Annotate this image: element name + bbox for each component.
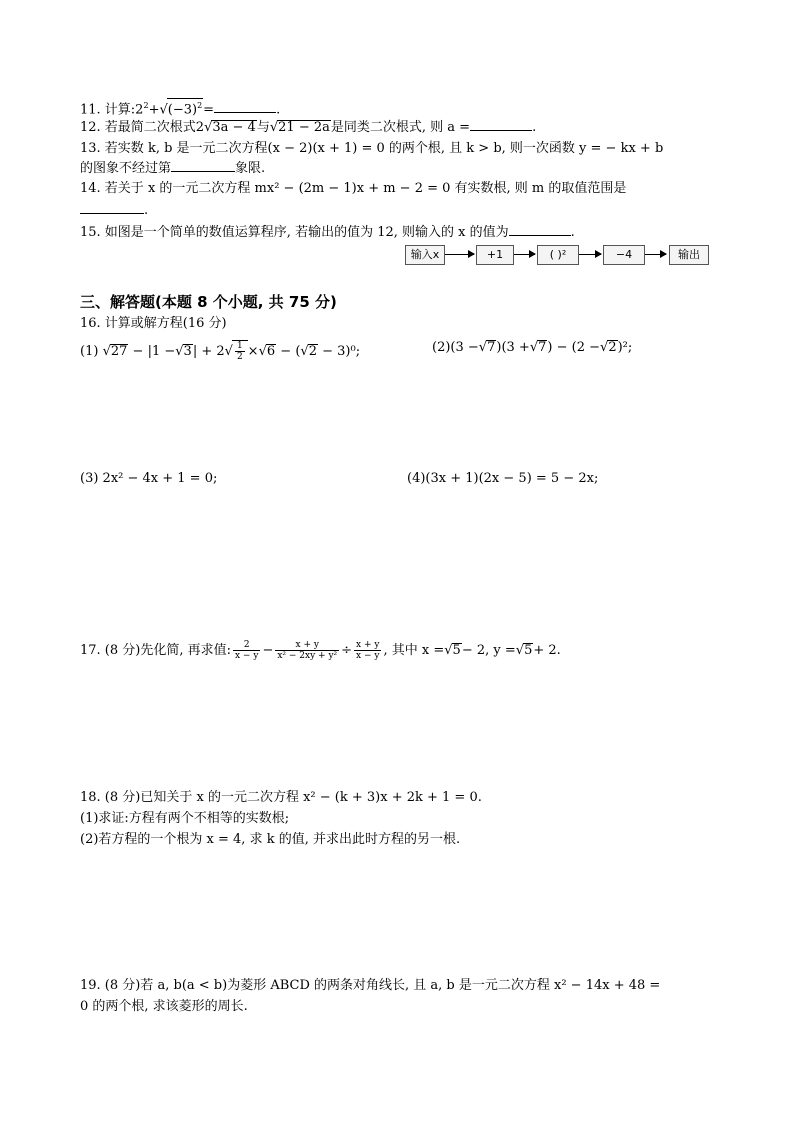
- sqrt-symbol: √: [515, 643, 525, 658]
- q17-text-a: 17. (8 分)先化简, 再求值:: [80, 643, 231, 658]
- p1-label: (1): [80, 344, 99, 359]
- p1-radicand-1: 27: [110, 344, 128, 359]
- frac-numerator: 1: [236, 341, 243, 351]
- p2-text-c: ) − (2 −: [547, 340, 601, 355]
- sqrt-symbol: √: [102, 344, 111, 359]
- frac-denominator: 2: [236, 352, 243, 362]
- q11-radicand: [167, 98, 203, 116]
- q17-text-c: − 2, y =: [461, 643, 516, 658]
- p2-radicand-3: 2: [608, 340, 617, 355]
- sqrt-symbol: √: [444, 643, 453, 658]
- question-15: [80, 223, 575, 241]
- arrow-icon: [514, 254, 535, 255]
- q17-radicand-1: 5: [452, 643, 461, 658]
- frac-numerator: 2: [233, 640, 260, 651]
- question-18-line-2: (1)求证:方程有两个不相等的实数根;: [80, 811, 290, 826]
- q17-radicand-2: 5: [524, 643, 533, 658]
- question-16-part-4: (4)(3x + 1)(2x − 5) = 5 − 2x;: [407, 471, 599, 486]
- question-13-line-1: [80, 141, 663, 157]
- flow-square-box: ( )²: [537, 245, 579, 265]
- p1-radicand-frac: [232, 340, 248, 362]
- p2-text-d: )²;: [617, 340, 633, 355]
- q12-tail: 是同类二次根式, 则 a =: [330, 120, 471, 135]
- q11-sup2: 2: [197, 101, 203, 110]
- flow-minus-four-box: −4: [603, 245, 645, 265]
- sqrt-symbol: √: [478, 340, 488, 355]
- answer-blank[interactable]: [509, 223, 571, 236]
- p1-text-f: − 3)⁰;: [322, 344, 361, 359]
- q11-end: .: [276, 102, 281, 118]
- question-16-part-2: [432, 340, 632, 356]
- sqrt-symbol: √: [159, 102, 168, 118]
- answer-blank[interactable]: [80, 201, 144, 214]
- p1-text-c: | + 2: [192, 344, 225, 359]
- arrow-icon: [579, 254, 601, 255]
- question-14-line-2: [80, 201, 148, 219]
- frac-numerator: x + y: [356, 640, 380, 650]
- question-13-line-2: [80, 159, 265, 177]
- p1-text-e: − (: [280, 344, 301, 359]
- q11-plus: +: [148, 102, 160, 118]
- q17-fraction-2: [275, 640, 339, 661]
- q11-text: 11. 计算:2: [80, 102, 144, 118]
- sqrt-symbol: √: [300, 344, 309, 359]
- q14-text: 14. 若关于 x 的一元二次方程 mx² − (2m − 1)x + m − 2 = 0 有实数根, 则 m 的取值范围是: [80, 181, 627, 196]
- q17-fraction-1: [233, 640, 260, 661]
- q13-text-2a: 的图象不经过第: [80, 161, 172, 176]
- flow-input-box: 输入x: [405, 245, 445, 265]
- frac-denominator: x² − 2xy + y²: [277, 651, 338, 661]
- section-heading: 三、解答题(本题 8 个小题, 共 75 分): [80, 293, 337, 311]
- sqrt-symbol: √: [204, 120, 213, 135]
- p1-text-d: ×: [247, 344, 259, 359]
- question-19-line-2: 0 的两个根, 求该菱形的周长.: [80, 999, 248, 1014]
- frac-denominator: x − y: [356, 651, 380, 661]
- q15-text: 15. 如图是一个简单的数值运算程序, 若输出的值为 12, 则输入的 x 的值为: [80, 225, 509, 240]
- flow-output-box: 输出: [669, 245, 709, 265]
- question-18-line-3: (2)若方程的一个根为 x = 4, 求 k 的值, 并求出此时方程的另一根.: [80, 832, 461, 847]
- question-19-line-1: 19. (8 分)若 a, b(a < b)为菱形 ABCD 的两条对角线长, 且 a, b 是一元二次方程 x² − 14x + 48 =: [80, 978, 661, 993]
- q11-sup: 2: [143, 101, 149, 110]
- sqrt-symbol: √: [269, 120, 279, 135]
- q12-mid: 与: [256, 120, 270, 135]
- q17-minus: −: [262, 643, 274, 658]
- p2-radicand-2: 7: [538, 340, 547, 355]
- question-16-part-1: [80, 340, 360, 362]
- q12-radicand-2: 21 − 2a: [278, 120, 330, 135]
- q11-rad-text: (−3): [167, 102, 198, 118]
- q13-text-2b: 象限.: [235, 161, 266, 176]
- q17-fraction-3: [354, 640, 381, 661]
- p1-radicand-3: 6: [266, 344, 276, 359]
- question-16-part-3: (3) 2x² − 4x + 1 = 0;: [80, 471, 218, 486]
- p1-radicand-2: 3: [183, 344, 192, 359]
- answer-blank[interactable]: [171, 159, 235, 172]
- answer-blank[interactable]: [470, 118, 532, 131]
- sqrt-symbol: √: [224, 344, 233, 359]
- q11-eq: =: [203, 102, 215, 118]
- q14-end: .: [144, 203, 149, 218]
- p2-text-a: (2)(3 −: [432, 340, 479, 355]
- q12-text: 12. 若最简二次根式2: [80, 120, 205, 135]
- q15-end: .: [570, 225, 575, 240]
- frac-denominator: x − y: [235, 651, 259, 661]
- frac-numerator: x + y: [275, 640, 339, 651]
- p1-fraction: [235, 341, 245, 362]
- question-16-title: 16. 计算或解方程(16 分): [80, 316, 227, 331]
- q12-radicand-1: 3a − 4: [212, 120, 256, 135]
- sqrt-symbol: √: [258, 344, 267, 359]
- arrow-icon: [645, 254, 666, 255]
- question-18-line-1: 18. (8 分)已知关于 x 的一元二次方程 x² − (k + 3)x + 2k + 1 = 0.: [80, 790, 482, 805]
- p2-text-b: )(3 +: [496, 340, 530, 355]
- calculation-flowchart: [405, 245, 710, 265]
- arrow-icon: [445, 254, 474, 255]
- question-14-line-1: [80, 181, 626, 197]
- answer-blank[interactable]: [214, 100, 276, 113]
- q17-divide: ÷: [341, 643, 353, 658]
- flow-plus-one-box: +1: [476, 245, 514, 265]
- q13-text: 13. 若实数 k, b 是一元二次方程(x − 2)(x + 1) = 0 的两个根, 且 k > b, 则一次函数 y = − kx + b: [80, 141, 664, 156]
- sqrt-symbol: √: [175, 344, 184, 359]
- q12-end: .: [532, 120, 537, 135]
- p1-radicand-4: 2: [308, 344, 317, 359]
- q17-text-d: + 2.: [533, 643, 561, 658]
- question-12: [80, 118, 536, 136]
- sqrt-symbol: √: [529, 340, 539, 355]
- sqrt-symbol: √: [600, 340, 609, 355]
- p1-text-b: − |1 −: [132, 344, 176, 359]
- question-11: [80, 98, 280, 118]
- q17-text-b: , 其中 x =: [383, 643, 445, 658]
- p2-radicand-1: 7: [487, 340, 496, 355]
- question-17: [80, 640, 561, 661]
